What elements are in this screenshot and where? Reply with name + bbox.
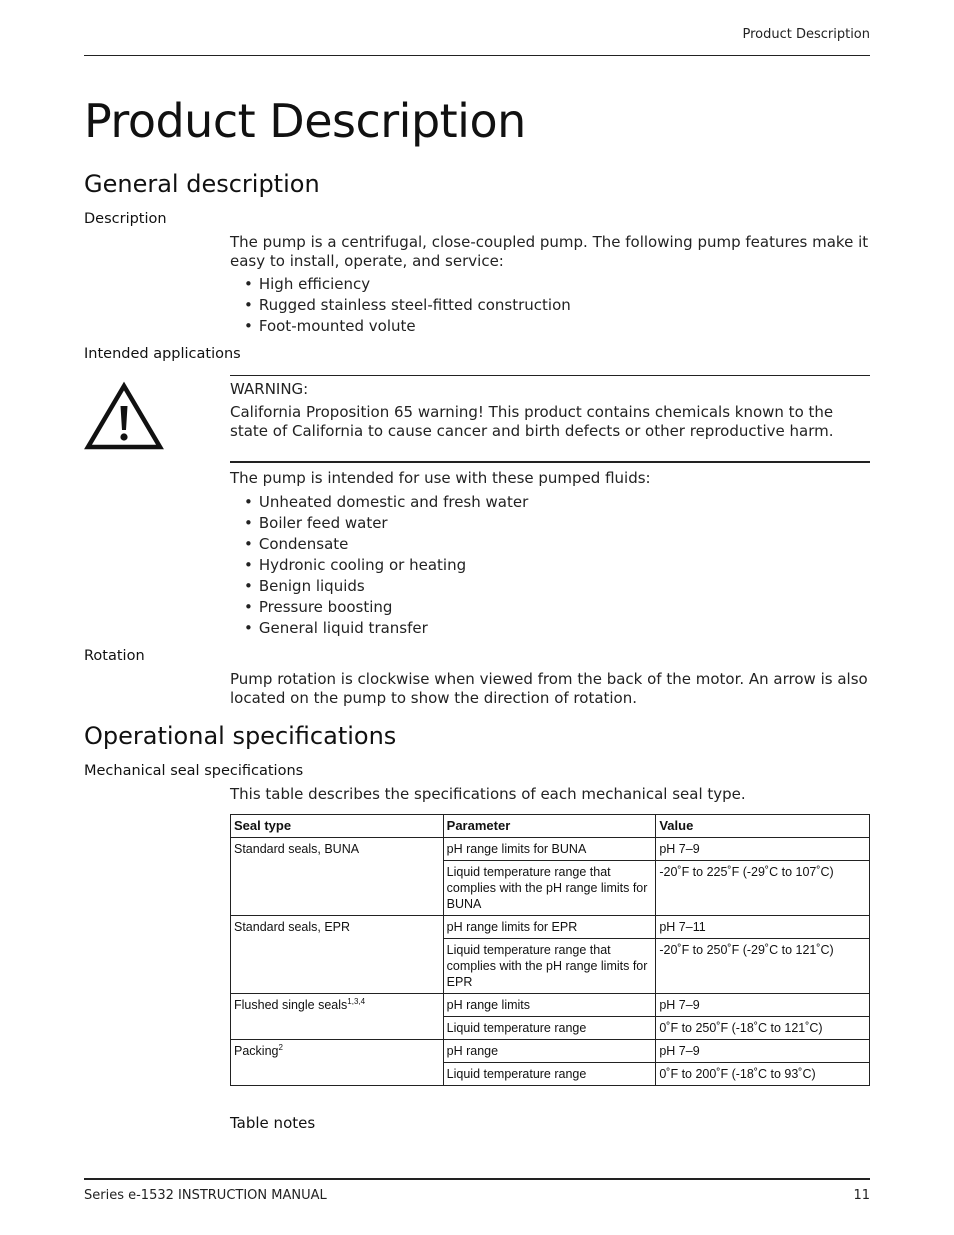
list-item: • Boiler feed water — [244, 513, 528, 534]
footer-page-number: 11 — [853, 1188, 870, 1203]
value-cell: 0˚F to 250˚F (-18˚C to 121˚C) — [656, 1017, 870, 1040]
running-header: Product Description — [742, 27, 870, 42]
table-notes-heading: Table notes — [230, 1114, 316, 1132]
warning-bottom-rule — [230, 461, 870, 463]
list-item: • General liquid transfer — [244, 618, 528, 639]
list-item: • Benign liquids — [244, 576, 528, 597]
value-cell: pH 7–9 — [656, 838, 870, 861]
list-item: • Foot-mounted volute — [244, 316, 571, 337]
table-row — [231, 838, 870, 861]
warning-text: California Proposition 65 warning! This product contains chemicals known to the state of California to cause cancer and birth defects or other reproductive harm. — [230, 403, 834, 440]
column-header-parameter: Parameter — [443, 815, 656, 838]
table-row — [231, 1040, 870, 1063]
column-header-seal-type: Seal type — [231, 815, 444, 838]
general-description-heading: General description — [84, 170, 320, 198]
table-header-row — [231, 815, 870, 838]
value-cell: -20˚F to 250˚F (-29˚C to 121˚C) — [656, 939, 870, 994]
seal-type-cell: Flushed single seals$^{1,3,4}$ — [231, 994, 444, 1040]
rotation-paragraph: Pump rotation is clockwise when viewed from the back of the motor. An arrow is also located on the pump to show the direction of rotation. — [230, 670, 868, 707]
footer-manual-title: Series e-1532 INSTRUCTION MANUAL — [84, 1188, 327, 1203]
description-heading: Description — [84, 211, 167, 227]
parameter-cell: Liquid temperature range — [443, 1017, 656, 1040]
rotation-heading: Rotation — [84, 648, 145, 664]
warning-triangle-icon — [84, 380, 164, 452]
value-cell: pH 7–9 — [656, 994, 870, 1017]
header-rule — [84, 55, 870, 56]
seal-table-intro: This table describes the specifications of each mechanical seal type. — [230, 785, 746, 803]
intended-applications-heading: Intended applications — [84, 346, 241, 362]
pumped-fluids-bullet-list — [244, 492, 528, 639]
column-header-value: Value — [656, 815, 870, 838]
parameter-cell: pH range limits — [443, 994, 656, 1017]
parameter-cell: pH range — [443, 1040, 656, 1063]
list-item: • Condensate — [244, 534, 528, 555]
parameter-cell: Liquid temperature range that complies with the pH range limits for BUNA — [443, 861, 656, 916]
page-title: Product Description — [84, 94, 526, 148]
seal-specifications-table — [230, 814, 870, 1086]
mechanical-seal-heading: Mechanical seal specifications — [84, 763, 304, 779]
seal-type-cell: Standard seals, BUNA — [231, 838, 444, 916]
seal-type-cell: Standard seals, EPR — [231, 916, 444, 994]
value-cell: pH 7–11 — [656, 916, 870, 939]
parameter-cell: pH range limits for BUNA — [443, 838, 656, 861]
parameter-cell: Liquid temperature range — [443, 1063, 656, 1086]
description-bullet-list — [244, 274, 571, 337]
footer-rule — [84, 1178, 870, 1180]
seal-type-cell: Packing$^2$ — [231, 1040, 444, 1086]
list-item: • Pressure boosting — [244, 597, 528, 618]
parameter-cell: Liquid temperature range that complies with the pH range limits for EPR — [443, 939, 656, 994]
description-paragraph: The pump is a centrifugal, close-coupled pump. The following pump features make it easy to install, operate, and service: — [230, 233, 869, 270]
warning-top-rule — [230, 375, 870, 376]
list-item: • High efficiency — [244, 274, 571, 295]
operational-specifications-heading: Operational specifications — [84, 722, 397, 750]
list-item: • Unheated domestic and fresh water — [244, 492, 528, 513]
table-row — [231, 916, 870, 939]
table-row — [231, 994, 870, 1017]
value-cell: -20˚F to 225˚F (-29˚C to 107˚C) — [656, 861, 870, 916]
parameter-cell: pH range limits for EPR — [443, 916, 656, 939]
list-item: • Hydronic cooling or heating — [244, 555, 528, 576]
warning-label: WARNING: — [230, 380, 309, 398]
value-cell: 0˚F to 200˚F (-18˚C to 93˚C) — [656, 1063, 870, 1086]
value-cell: pH 7–9 — [656, 1040, 870, 1063]
list-item: • Rugged stainless steel-fitted construction — [244, 295, 571, 316]
intended-paragraph: The pump is intended for use with these pumped fluids: — [230, 469, 651, 487]
